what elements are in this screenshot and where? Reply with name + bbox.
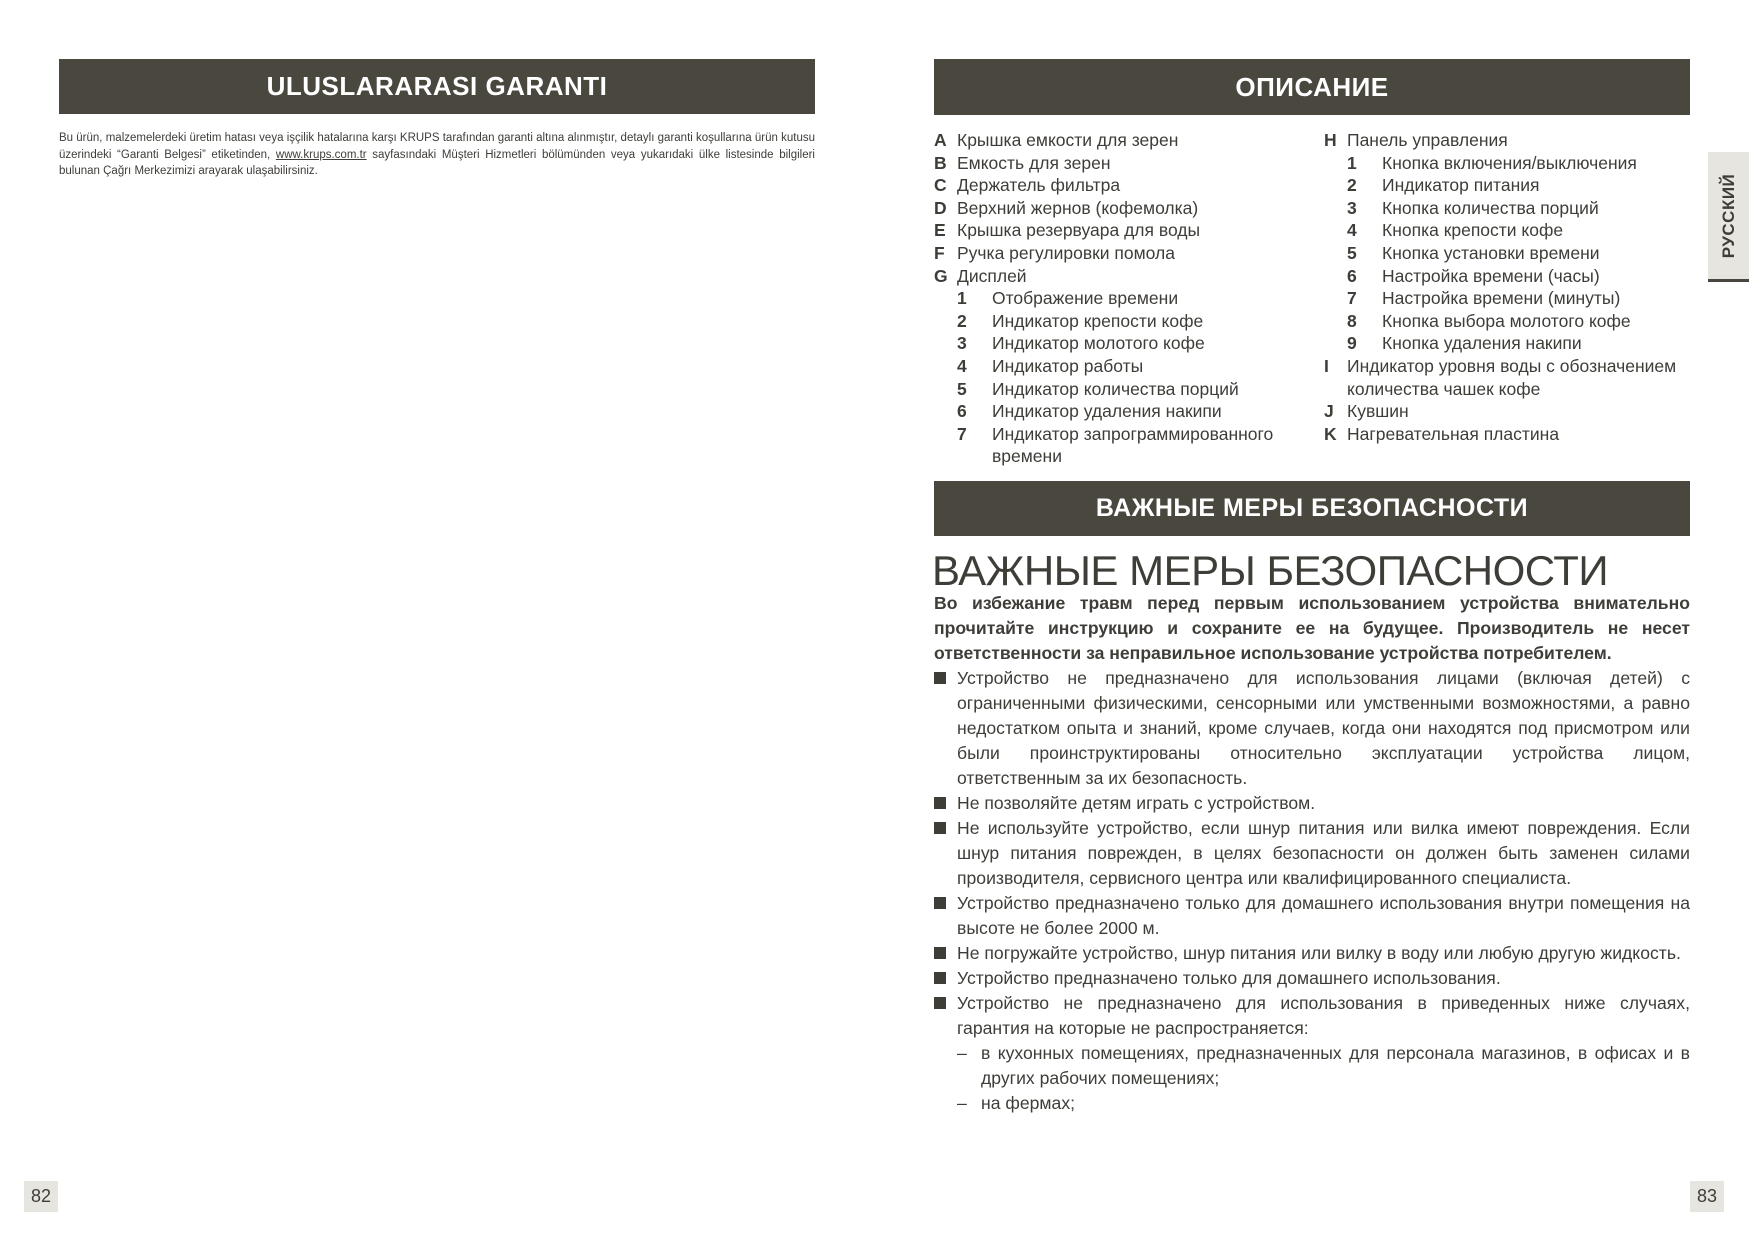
bullet-square-icon	[934, 941, 957, 966]
description-header: ОПИСАНИЕ	[934, 59, 1690, 115]
bullet-square-icon	[934, 666, 957, 791]
list-item	[1324, 355, 1690, 400]
list-item	[934, 332, 1304, 355]
item-label: Индикатор крепости кофе	[992, 310, 1204, 331]
list-item	[1324, 332, 1690, 355]
safety-bullet	[934, 991, 1690, 1041]
turkish-warranty-header: ULUSLARARASI GARANTI	[59, 59, 815, 114]
item-key: C	[934, 175, 947, 196]
item-key: H	[1324, 130, 1337, 150]
item-label: Индикатор количества порций	[992, 378, 1239, 399]
item-key: D	[934, 197, 947, 218]
safety-subitem	[934, 1041, 1690, 1091]
item-key: I	[1324, 355, 1329, 376]
item-label: Крышка емкости для зерен	[957, 130, 1179, 150]
safety-title: ВАЖНЫЕ МЕРЫ БЕЗОПАСНОСТИ	[932, 547, 1609, 594]
item-label: Кнопка удаления накипи	[1382, 333, 1582, 354]
list-item	[934, 310, 1304, 333]
page-number-right: 83	[1690, 1181, 1724, 1212]
turkish-warranty-text	[59, 130, 815, 180]
list-item	[934, 242, 1304, 265]
item-key: J	[1324, 401, 1334, 422]
safety-bullet	[934, 791, 1690, 816]
item-key: 4	[1347, 220, 1357, 241]
list-item	[934, 129, 1304, 152]
bullet-square-icon	[934, 966, 957, 991]
list-item	[1324, 129, 1690, 152]
item-key: B	[934, 152, 947, 173]
list-item	[934, 152, 1304, 175]
list-item	[1324, 265, 1690, 288]
item-label: Кнопка количества порций	[1382, 197, 1599, 218]
list-item	[1324, 423, 1690, 446]
list-item	[1324, 400, 1690, 423]
bullet-square-icon	[934, 791, 957, 816]
description-list-right	[1324, 129, 1690, 445]
bullet-text: Устройство предназначено только для домашнего использования.	[957, 968, 1501, 988]
list-item	[934, 197, 1304, 220]
list-item	[1324, 310, 1690, 333]
item-label: Индикатор питания	[1382, 175, 1540, 196]
safety-subitem	[934, 1091, 1690, 1116]
item-key: 2	[957, 310, 967, 331]
language-tab-label: РУССКИЙ	[1718, 173, 1738, 258]
safety-header: ВАЖНЫЕ МЕРЫ БЕЗОПАСНОСТИ	[934, 481, 1690, 536]
item-label: Индикатор удаления накипи	[992, 401, 1222, 422]
item-key: 8	[1347, 310, 1357, 331]
safety-bullet	[934, 816, 1690, 891]
item-key: K	[1324, 423, 1337, 444]
item-label: Крышка резервуара для воды	[957, 220, 1201, 241]
bullet-square-icon	[934, 891, 957, 941]
subitem-text: в кухонных помещениях, предназначенных для персонала магазинов, в офисах и в других рабочих помещениях;	[981, 1043, 1690, 1088]
list-item	[1324, 197, 1690, 220]
item-key: 4	[957, 355, 967, 376]
item-key: 6	[1347, 265, 1357, 286]
bullet-text: Не используйте устройство, если шнур питания или вилка имеют повреждения. Если шнур питания поврежден, в целях безопасности он должен быть заменен силами производителя, сервисного центра или квалифицированного специалиста.	[957, 818, 1690, 888]
item-key: A	[934, 130, 947, 150]
safety-bullet-list	[934, 666, 1690, 1116]
item-key: 5	[1347, 242, 1357, 263]
bullet-text: Устройство не предназначено для использования в приведенных ниже случаях, гарантия на которые не распространяется:	[957, 993, 1690, 1038]
bullet-text: Не позволяйте детям играть с устройством.	[957, 793, 1316, 813]
bullet-square-icon	[934, 816, 957, 891]
item-key: 1	[1347, 152, 1357, 173]
item-key: F	[934, 242, 945, 263]
list-item	[934, 174, 1304, 197]
list-item	[1324, 152, 1690, 175]
list-item	[934, 219, 1304, 242]
item-key: 5	[957, 378, 967, 399]
item-label: Кувшин	[1347, 401, 1409, 422]
item-label: Кнопка включения/выключения	[1382, 152, 1637, 173]
item-label: Кнопка выбора молотого кофе	[1382, 310, 1631, 331]
item-label: Настройка времени (часы)	[1382, 265, 1600, 286]
item-label: Нагревательная пластина	[1347, 423, 1560, 444]
item-key: 6	[957, 401, 967, 422]
item-label: Ручка регулировки помола	[957, 242, 1175, 263]
item-key: E	[934, 220, 946, 241]
krups-link[interactable]: www.krups.com.tr	[275, 148, 367, 161]
subitem-text: на фермах;	[981, 1093, 1075, 1113]
item-label: Индикатор запрограммированного времени	[992, 423, 1274, 467]
bullet-text: Не погружайте устройство, шнур питания или вилку в воду или любую другую жидкость.	[957, 943, 1681, 963]
item-label: Кнопка установки времени	[1382, 242, 1600, 263]
item-key: G	[934, 265, 948, 286]
safety-bullet	[934, 666, 1690, 791]
item-key: 9	[1347, 333, 1357, 354]
item-key: 7	[1347, 288, 1357, 309]
list-item	[934, 265, 1304, 288]
safety-bullet	[934, 891, 1690, 941]
item-label: Отображение времени	[992, 288, 1179, 309]
warranty-text-part2: sayfasındaki Müşteri Hizmetleri bölümünden veya yukarıdaki ülke listesinde bilgileri bulunan Çağrı Merkezimizi arayarak ulaşabilirsiniz.	[59, 148, 815, 177]
safety-bullet	[934, 941, 1690, 966]
list-item	[934, 287, 1304, 310]
description-list-left	[934, 129, 1304, 468]
list-item	[934, 355, 1304, 378]
item-key: 3	[1347, 197, 1357, 218]
safety-bullet	[934, 966, 1690, 991]
item-label: Индикатор молотого кофе	[992, 333, 1205, 354]
item-key: 2	[1347, 175, 1357, 196]
list-item	[1324, 287, 1690, 310]
list-item	[934, 378, 1304, 401]
item-label: Верхний жернов (кофемолка)	[957, 197, 1199, 218]
list-item	[1324, 219, 1690, 242]
list-item	[934, 400, 1304, 423]
item-label: Держатель фильтра	[957, 175, 1121, 196]
language-tab[interactable]	[1708, 152, 1749, 282]
bullet-text: Устройство не предназначено для использования лицами (включая детей) с ограниченными физическими, сенсорными или умственными возможностями, а равно недостатком опыта и знаний, кроме случаев, когда они находятся под присмотром или были проинструктированы относительно эксплуатации устройства лицом, ответственным за их безопасность.	[957, 668, 1690, 788]
item-label: Настройка времени (минуты)	[1382, 288, 1621, 309]
dash-marker: –	[957, 1043, 967, 1063]
item-label: Индикатор уровня воды с обозначением количества чашек кофе	[1347, 355, 1677, 399]
item-key: 1	[957, 288, 967, 309]
bullet-square-icon	[934, 991, 957, 1041]
item-key: 7	[957, 423, 967, 444]
item-label: Дисплей	[957, 265, 1027, 286]
dash-marker: –	[957, 1093, 967, 1113]
item-label: Панель управления	[1347, 130, 1508, 150]
list-item	[1324, 242, 1690, 265]
list-item	[934, 423, 1304, 468]
list-item	[1324, 174, 1690, 197]
item-label: Емкость для зерен	[957, 152, 1111, 173]
item-label: Кнопка крепости кофе	[1382, 220, 1564, 241]
warranty-text-part1: Bu ürün, malzemelerdeki üretim hatası veya işçilik hatalarına karşı KRUPS tarafından garanti altına alınmıştır, detaylı garanti koşullarına ürün kutusu üzerindeki “Garanti Belgesi” etiketinden,	[59, 132, 815, 161]
item-key: 3	[957, 333, 967, 354]
page-number-left: 82	[24, 1181, 58, 1212]
item-label: Индикатор работы	[992, 355, 1144, 376]
safety-intro: Во избежание травм перед первым использованием устройства внимательно прочитайте инструкцию и сохраните ее на будущее. Производитель не несет ответственности за неправильное использование устройства потребителем.	[934, 593, 1690, 663]
bullet-text: Устройство предназначено только для домашнего использования внутри помещения на высоте не более 2000 м.	[957, 893, 1690, 938]
